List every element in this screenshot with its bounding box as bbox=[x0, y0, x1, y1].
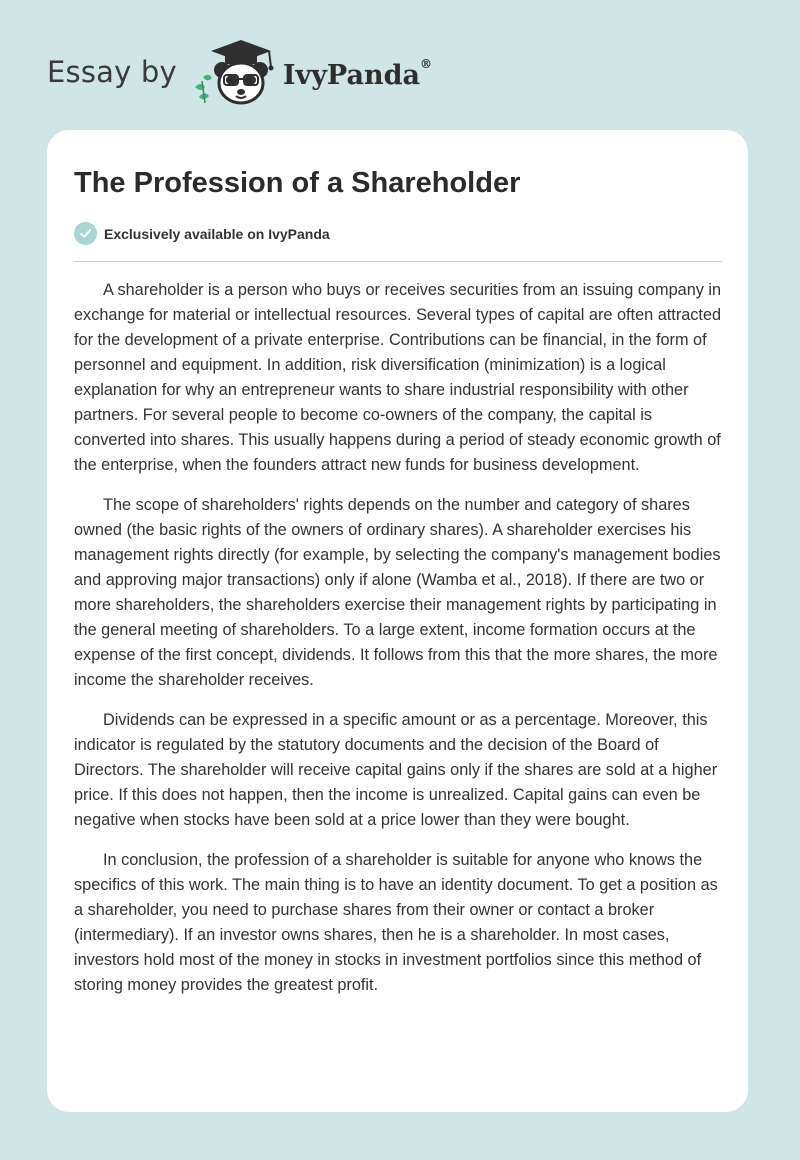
brand-name bbox=[282, 56, 432, 91]
title-divider bbox=[74, 261, 722, 262]
brand-header[interactable] bbox=[47, 36, 432, 108]
paragraph-2: The scope of shareholders' rights depends on the number and category of shares owned (the basic rights of the owners of ordinary shares). A shareholder exercises his management rights directly (for example, by selecting the company's management bodies and approving major transactions) only if alone (Wamba et al., 2018). If there are two or more shareholders, the shareholders exercise their management rights by participating in the general meeting of shareholders. To a large extent, income formation occurs at the expense of the first concept, dividends. It follows from this that the more shares, the more income the shareholder receives. bbox=[74, 496, 721, 689]
essay-by-label: Essay by bbox=[47, 54, 177, 89]
essay-body bbox=[74, 278, 722, 1013]
panda-face-icon bbox=[214, 62, 268, 103]
essay-title: The Profession of a Shareholder bbox=[74, 167, 521, 199]
paragraph-4: In conclusion, the profession of a shareholder is suitable for anyone who knows the specifics of this work. The main thing is to have an identity document. To get a position as a shareholder, you need to purchase shares from their owner or contact a broker (intermediary). If an investor owns shares, then he is a shareholder. In most cases, investors hold most of the money in stocks in investment portfolios since this method of storing money provides the greatest profit. bbox=[74, 851, 718, 994]
ivy-leaf-icon bbox=[195, 75, 212, 103]
exclusive-badge bbox=[74, 222, 330, 245]
paragraph-1: A shareholder is a person who buys or receives securities from an issuing company in exchange for material or intellectual resources. Several types of capital are often attracted for the development of a private enterprise. Contributions can be financial, in the form of personnel and equipment. In addition, risk diversification (minimization) is a logical explanation for why an entrepreneur wants to share industrial responsibility with other partners. For several people to become co-owners of the company, the capital is converted into shares. This usually happens during a period of steady economic growth of the enterprise, when the founders attract new funds for business development. bbox=[74, 281, 722, 474]
checkmark-icon bbox=[74, 222, 97, 245]
exclusive-badge-label: Exclusively available on IvyPanda bbox=[104, 225, 330, 242]
brand-name-text: IvyPanda bbox=[282, 59, 420, 91]
registered-mark: ® bbox=[419, 56, 432, 71]
paragraph-3: Dividends can be expressed in a specific amount or as a percentage. Moreover, this indicator is regulated by the statutory documents and the decision of the Board of Directors. The shareholder will receive capital gains only if the shares are sold at a higher price. If this does not happen, then the income is unrealized. Capital gains can even be negative when stocks have been sold at a price lower than they were bought. bbox=[74, 711, 718, 829]
essay-card bbox=[47, 130, 748, 1112]
ivypanda-logo-icon bbox=[191, 37, 277, 107]
